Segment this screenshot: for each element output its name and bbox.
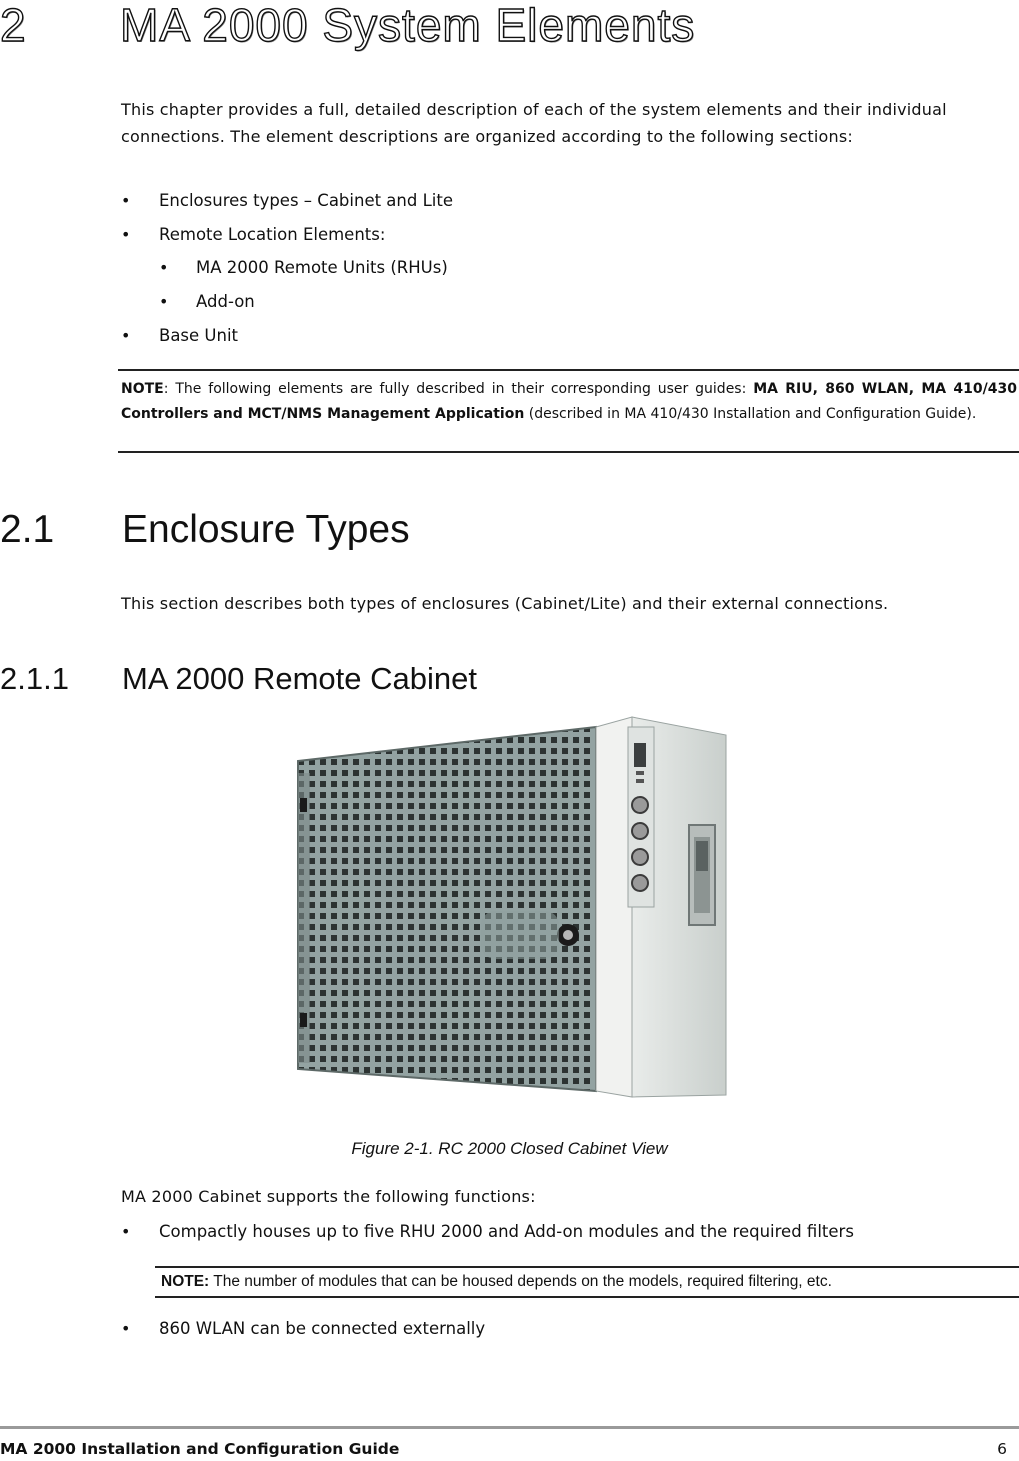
- section-title: Enclosure Types: [122, 508, 410, 551]
- list-item: • Compactly houses up to five RHU 2000 and Add-on modules and the required filters: [121, 1222, 854, 1241]
- connector-icon: [632, 875, 648, 891]
- page-number: 6: [997, 1440, 1007, 1458]
- list-item: • Enclosures types – Cabinet and Lite: [121, 191, 453, 210]
- note-text: NOTE: The following elements are fully described in their corresponding user guides: MA RIU, 860 WLAN, MA 410/430 Controllers and MCT/NMS Management Application (described in MA 410/430 Installation and Configuration Guide).: [121, 381, 1017, 422]
- note-box: [155, 1266, 1019, 1298]
- bullet-icon: •: [121, 191, 131, 210]
- chapter-number: 2: [0, 0, 27, 51]
- note-box: [118, 369, 1019, 453]
- note-label: NOTE: [121, 381, 164, 397]
- connector-icon: [632, 849, 648, 865]
- connector-icon: [632, 823, 648, 839]
- bullet-icon: •: [121, 1319, 131, 1338]
- intro-paragraph: This chapter provides a full, detailed description of each of the system elements and their individual connections. The element descriptions are organized according to the following sections:: [121, 100, 947, 146]
- functions-intro: MA 2000 Cabinet supports the following functions:: [121, 1187, 536, 1206]
- cabinet-figure: [296, 713, 728, 1111]
- bullet-icon: •: [121, 225, 131, 244]
- note-text: The number of modules that can be housed depends on the models, required filtering, etc.: [209, 1273, 832, 1290]
- bullet-icon: •: [121, 1222, 131, 1241]
- bullet-icon: •: [121, 326, 131, 345]
- section-number: 2.1: [0, 508, 55, 551]
- bullet-icon: •: [159, 292, 169, 311]
- subsection-title: MA 2000 Remote Cabinet: [122, 661, 477, 696]
- bullet-icon: •: [159, 258, 169, 277]
- list-item: • MA 2000 Remote Units (RHUs): [159, 258, 448, 277]
- cabinet-illustration: [296, 713, 728, 1111]
- hinge-icon: [300, 798, 307, 812]
- list-item: • Add-on: [159, 292, 255, 311]
- note-label: NOTE:: [161, 1273, 210, 1290]
- note-bold-products: MA RIU, 860 WLAN, MA 410/430 Controllers and MCT/NMS Management Application: [121, 381, 1017, 422]
- port-icon: [634, 743, 646, 767]
- footer-title: MA 2000 Installation and Configuration Guide: [0, 1440, 400, 1458]
- hinge-icon: [300, 1013, 307, 1027]
- connector-icon: [632, 797, 648, 813]
- chapter-title: MA 2000 System Elements: [120, 0, 696, 51]
- figure-caption: Figure 2-1. RC 2000 Closed Cabinet View: [351, 1139, 668, 1158]
- subsection-number: 2.1.1: [0, 661, 69, 696]
- cabinet-door: [298, 727, 596, 1091]
- section-paragraph: This section describes both types of enclosures (Cabinet/Lite) and their external connections.: [121, 594, 889, 613]
- list-item: • Base Unit: [121, 326, 239, 345]
- list-item: • Remote Location Elements:: [121, 225, 386, 244]
- footer-divider: [0, 1426, 1019, 1429]
- list-item: • 860 WLAN can be connected externally: [121, 1319, 486, 1338]
